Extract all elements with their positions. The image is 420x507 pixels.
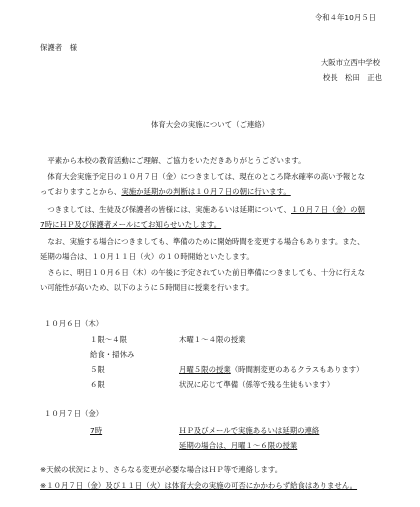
schedule-oct6-desc: 木曜１～４限の授業: [179, 335, 246, 344]
notice-highlight-2: 7時にＨＰ及び保護者メールにてお知らせいたします。: [40, 220, 222, 229]
schedule-oct7-desc: 延期の場合は、月曜１～６限の授業: [179, 441, 298, 450]
paragraph-notice-line1: [40, 206, 400, 215]
paragraph-postpone-line1: [40, 238, 400, 247]
decision-highlight: 実施か延期かの判断は１０月７日の朝に行います。: [121, 187, 291, 196]
document-title: 体育大会の実施について（ご連絡）: [150, 120, 270, 129]
schedule-oct7-heading: １０月７日（金）: [44, 409, 104, 418]
postpone-text-1: なお、実施する場合につきましても、準備のために開始時間を変更する場合もあります。また、: [47, 237, 365, 246]
note-weather: ※天候の状況により、さらなる変更が必要な場合はＨＰ等で連絡します。: [40, 465, 283, 474]
schedule-desc-underlined: 月曜５限の授業: [179, 365, 231, 374]
paragraph-decision-line1: [40, 173, 400, 182]
postpone-text-2: 延期の場合は、１０月１１日（火）の１０時開始といたします。: [40, 252, 254, 261]
notice-highlight-1: １０月７日（金）の朝: [291, 205, 365, 214]
schedule-oct6-heading: １０月６日（木）: [44, 319, 104, 328]
paragraph-greeting: [40, 157, 400, 166]
paragraph-preparation-line1: [40, 269, 400, 278]
note-lunch: ※１０月７日（金）及び１１日（火）は体育大会の実施の可否にかかわらず給食はありません。: [40, 481, 358, 490]
notice-text-1: つきましては、生徒及び保護者の皆様には、実施あるいは延期について、: [47, 205, 292, 214]
schedule-oct6-time: ５限: [90, 365, 105, 374]
decision-text-2: っておりますことから、: [40, 187, 122, 196]
schedule-oct6-time: 給食・掃休み: [90, 350, 135, 359]
paragraph-preparation-line2: [40, 284, 400, 293]
document-date: 令和４年10月５日: [314, 13, 376, 22]
decision-text-1: 体育大会実施予定日の１０月７日（金）につきましては、現在のところ降水確率の高い予報とな: [47, 172, 366, 181]
greeting-text: 平素から本校の教育活動にご理解、ご協力をいただきありがとうございます。: [47, 156, 306, 165]
paragraph-decision-line2: [40, 188, 400, 197]
paragraph-postpone-line2: [40, 253, 400, 262]
preparation-text-1: さらに、明日１０月６日（木）の午後に予定されていた前日準備につきましても、十分に行えな: [47, 268, 366, 277]
recipient: 保護者 様: [40, 43, 77, 52]
school-name: 大阪市立西中学校: [320, 58, 380, 67]
preparation-text-2: い可能性が高いため、以下のように５時間目に授業を行います。: [40, 283, 254, 292]
principal-name: 校長 松田 正也: [322, 73, 382, 82]
schedule-desc-note: （時間割変更のあるクラスもあります）: [230, 365, 364, 374]
schedule-oct7-desc: ＨＰ及びメールで実施あるいは延期の連絡: [179, 426, 320, 435]
schedule-oct6-time: １限～４限: [90, 335, 127, 344]
schedule-oct7-time: 7時: [90, 426, 103, 435]
schedule-oct6-time: ６限: [90, 380, 105, 389]
paragraph-notice-line2: [40, 221, 400, 230]
schedule-oct6-desc: 状況に応じて準備（係等で残る生徒もいます）: [179, 380, 335, 389]
schedule-oct6-desc: [179, 366, 364, 375]
